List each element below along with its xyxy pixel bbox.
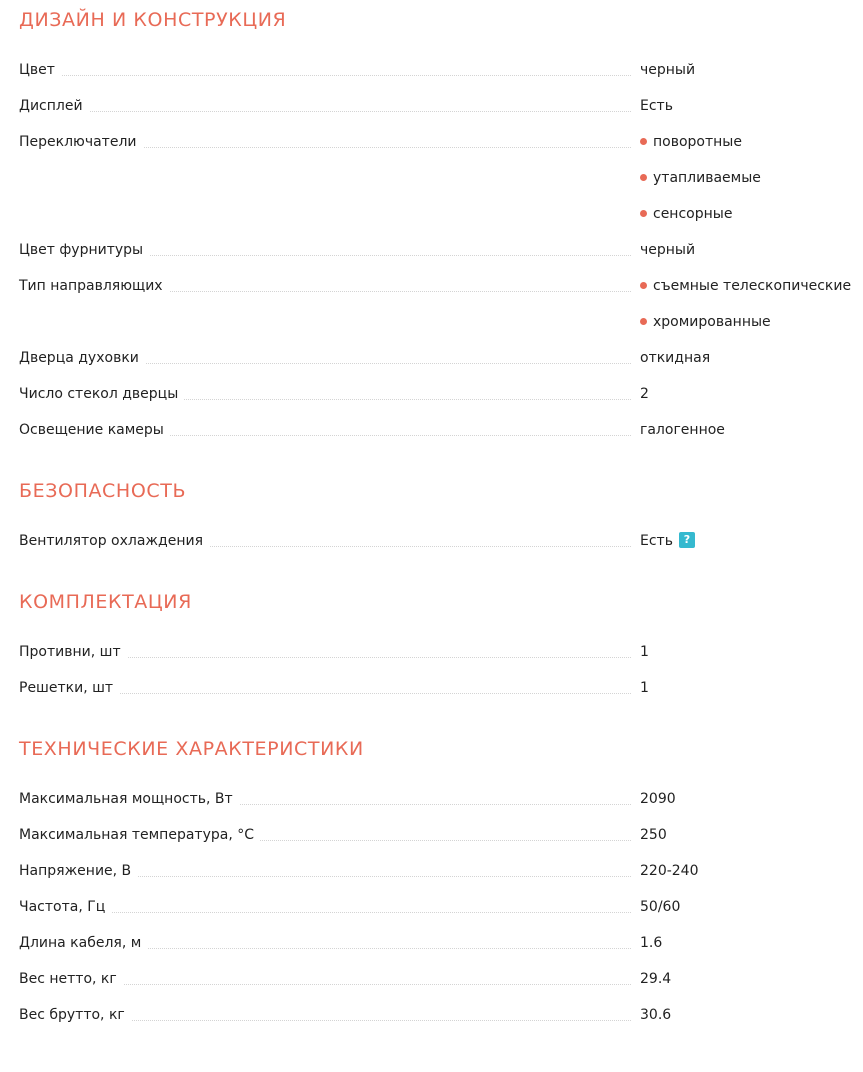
spec-value xyxy=(640,238,863,274)
spec-value-text: съемные телескопические xyxy=(653,278,852,294)
spec-value-text: черный xyxy=(640,242,696,258)
spec-values xyxy=(640,859,863,895)
spec-value xyxy=(640,640,863,676)
bullet-icon xyxy=(640,318,647,325)
spec-label: Цвет фурнитуры xyxy=(19,238,149,262)
spec-value xyxy=(640,787,863,823)
spec-value-text: Есть xyxy=(640,533,673,549)
spec-value-text: Есть xyxy=(640,98,673,114)
section-title: БЕЗОПАСНОСТЬ xyxy=(19,480,187,502)
spec-value-text: 2 xyxy=(640,386,649,402)
spec-value xyxy=(640,418,863,454)
spec-row xyxy=(0,931,863,967)
spec-value xyxy=(640,967,863,1003)
dotted-leader xyxy=(19,111,631,112)
spec-label: Цвет xyxy=(19,58,61,82)
spec-values xyxy=(640,274,863,346)
spec-label: Максимальная температура, °С xyxy=(19,823,260,847)
spec-label: Частота, Гц xyxy=(19,895,111,919)
spec-values xyxy=(640,130,863,238)
spec-value xyxy=(640,346,863,382)
spec-row xyxy=(0,676,863,712)
spec-row xyxy=(0,787,863,823)
spec-values xyxy=(640,94,863,130)
spec-row xyxy=(0,823,863,859)
spec-values xyxy=(640,823,863,859)
bullet-icon xyxy=(640,138,647,145)
spec-value xyxy=(640,895,863,931)
spec-row xyxy=(0,895,863,931)
bullet-icon xyxy=(640,174,647,181)
spec-row xyxy=(0,859,863,895)
spec-value-text: хромированные xyxy=(653,314,771,330)
spec-value xyxy=(640,274,863,310)
spec-row xyxy=(0,274,863,330)
spec-value-text: галогенное xyxy=(640,422,725,438)
bullet-icon xyxy=(640,282,647,289)
spec-value-text: 2090 xyxy=(640,791,676,807)
spec-value xyxy=(640,94,863,130)
spec-value-text: откидная xyxy=(640,350,711,366)
spec-value-text: 220-240 xyxy=(640,863,699,879)
section-title: ДИЗАЙН И КОНСТРУКЦИЯ xyxy=(19,9,287,31)
spec-value xyxy=(640,676,863,712)
spec-value-text: 1 xyxy=(640,644,649,660)
spec-values xyxy=(640,382,863,418)
spec-label: Вес брутто, кг xyxy=(19,1003,131,1027)
spec-value-text: 29.4 xyxy=(640,971,672,987)
help-icon[interactable]: ? xyxy=(679,532,695,548)
spec-label: Решетки, шт xyxy=(19,676,119,700)
spec-values xyxy=(640,1003,863,1039)
spec-row xyxy=(0,529,863,565)
section-title: ТЕХНИЧЕСКИЕ ХАРАКТЕРИСТИКИ xyxy=(19,738,364,760)
spec-value-text: сенсорные xyxy=(653,206,733,222)
section-title: КОМПЛЕКТАЦИЯ xyxy=(19,591,192,613)
spec-value xyxy=(640,166,863,202)
spec-value-text: 30.6 xyxy=(640,1007,672,1023)
spec-row xyxy=(0,1003,863,1039)
spec-label: Противни, шт xyxy=(19,640,127,664)
spec-values xyxy=(640,895,863,931)
spec-row xyxy=(0,94,863,130)
spec-value xyxy=(640,859,863,895)
spec-label: Длина кабеля, м xyxy=(19,931,147,955)
spec-value-text: 1.6 xyxy=(640,935,663,951)
spec-value xyxy=(640,202,863,238)
spec-label: Максимальная мощность, Вт xyxy=(19,787,239,811)
spec-values xyxy=(640,931,863,967)
spec-row xyxy=(0,58,863,94)
spec-value-text: поворотные xyxy=(653,134,742,150)
spec-value xyxy=(640,58,863,94)
spec-label: Тип направляющих xyxy=(19,274,169,298)
spec-label: Вентилятор охлаждения xyxy=(19,529,209,553)
spec-label: Переключатели xyxy=(19,130,143,154)
spec-value xyxy=(640,529,863,565)
spec-values xyxy=(640,238,863,274)
spec-row xyxy=(0,130,863,222)
spec-value xyxy=(640,310,863,346)
spec-value xyxy=(640,1003,863,1039)
spec-values xyxy=(640,967,863,1003)
spec-row xyxy=(0,640,863,676)
spec-label: Дисплей xyxy=(19,94,89,118)
spec-values xyxy=(640,640,863,676)
spec-row xyxy=(0,418,863,454)
spec-label: Освещение камеры xyxy=(19,418,170,442)
spec-value-text: утапливаемые xyxy=(653,170,761,186)
spec-value xyxy=(640,823,863,859)
spec-values xyxy=(640,787,863,823)
spec-label: Число стекол дверцы xyxy=(19,382,184,406)
spec-label: Напряжение, В xyxy=(19,859,137,883)
dotted-leader xyxy=(19,75,631,76)
spec-value-text: 250 xyxy=(640,827,667,843)
spec-value-text: 1 xyxy=(640,680,649,696)
spec-label: Дверца духовки xyxy=(19,346,145,370)
spec-row xyxy=(0,382,863,418)
spec-label: Вес нетто, кг xyxy=(19,967,123,991)
spec-values xyxy=(640,58,863,94)
spec-values xyxy=(640,346,863,382)
spec-value-text: 50/60 xyxy=(640,899,681,915)
spec-values xyxy=(640,529,863,565)
spec-row xyxy=(0,346,863,382)
spec-row xyxy=(0,967,863,1003)
spec-value xyxy=(640,931,863,967)
bullet-icon xyxy=(640,210,647,217)
spec-row xyxy=(0,238,863,274)
spec-value xyxy=(640,382,863,418)
spec-values xyxy=(640,676,863,712)
spec-value-text: черный xyxy=(640,62,696,78)
spec-value xyxy=(640,130,863,166)
spec-values xyxy=(640,418,863,454)
